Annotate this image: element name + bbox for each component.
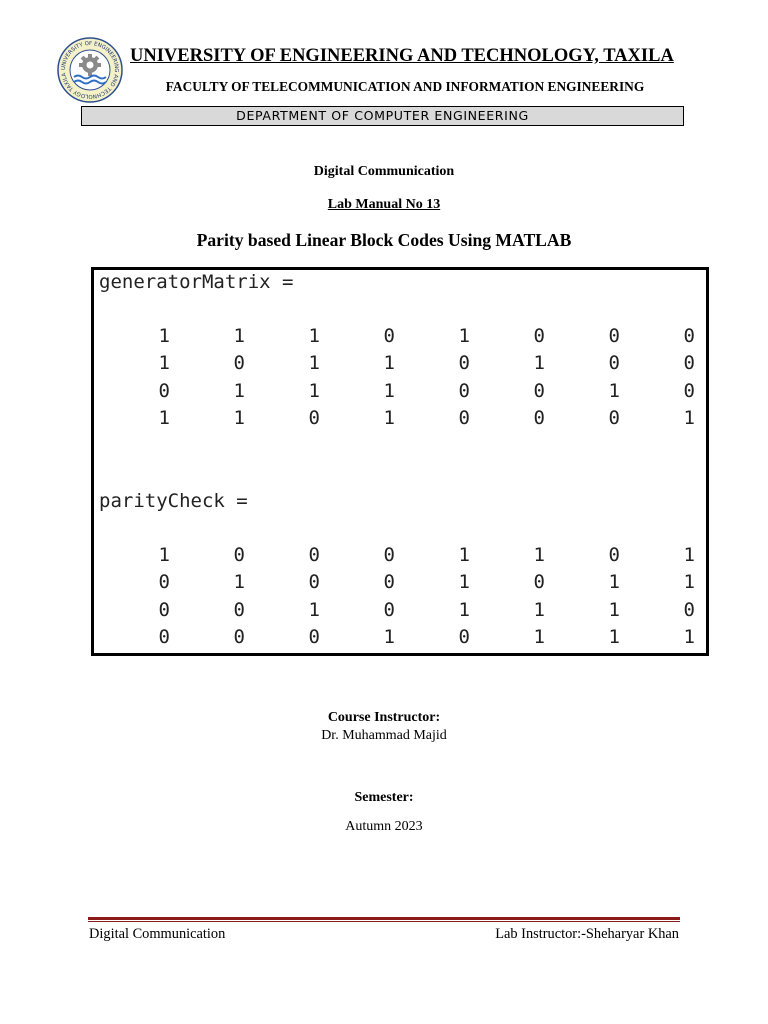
footer-rule-thin bbox=[88, 921, 680, 922]
footer-subject: Digital Communication bbox=[89, 926, 226, 942]
parity-check-label: parityCheck = bbox=[99, 490, 248, 512]
generator-matrix-row bbox=[94, 325, 706, 352]
generator-matrix-cell: 1 bbox=[458, 325, 470, 347]
generator-matrix-cell: 1 bbox=[608, 379, 620, 402]
parity-check-matrix-row bbox=[94, 626, 706, 653]
parity-check-matrix-cell: 0 bbox=[533, 571, 545, 594]
logo-ring-text: UNIVERSITY OF ENGINEERING AND TECHNOLOGY TAXILA bbox=[60, 40, 120, 100]
parity-check-matrix-cell: 0 bbox=[233, 598, 245, 621]
generator-matrix-cell: 0 bbox=[608, 325, 620, 347]
parity-check-matrix-cell: 0 bbox=[608, 544, 620, 566]
generator-matrix-cell: 1 bbox=[233, 379, 245, 402]
matlab-output-screenshot bbox=[91, 267, 709, 656]
generator-matrix-cell: 0 bbox=[158, 379, 170, 402]
parity-check-matrix-cell: 0 bbox=[158, 571, 170, 594]
parity-check-matrix-cell: 1 bbox=[533, 625, 545, 648]
generator-matrix-cell: 0 bbox=[458, 406, 470, 429]
parity-check-matrix bbox=[94, 544, 706, 653]
parity-check-matrix-cell: 0 bbox=[308, 571, 320, 594]
semester-value: Autumn 2023 bbox=[345, 819, 423, 834]
parity-check-matrix-cell: 1 bbox=[383, 625, 395, 648]
generator-matrix-cell: 0 bbox=[308, 406, 320, 429]
generator-matrix-label: generatorMatrix = bbox=[99, 271, 294, 293]
semester-label: Semester: bbox=[354, 790, 414, 805]
parity-check-matrix-cell: 1 bbox=[533, 598, 545, 621]
parity-check-matrix-cell: 0 bbox=[383, 544, 395, 566]
generator-matrix-cell: 0 bbox=[458, 352, 470, 375]
parity-check-matrix-row bbox=[94, 599, 706, 626]
generator-matrix-cell: 0 bbox=[683, 379, 695, 402]
faculty-title: FACULTY OF TELECOMMUNICATION AND INFORMATION ENGINEERING bbox=[165, 79, 645, 94]
generator-matrix-cell: 1 bbox=[383, 352, 395, 375]
course-subject: Digital Communication bbox=[313, 164, 455, 179]
generator-matrix bbox=[94, 325, 706, 434]
generator-matrix-cell: 1 bbox=[533, 352, 545, 375]
generator-matrix-cell: 1 bbox=[158, 325, 170, 347]
parity-check-matrix-cell: 1 bbox=[683, 625, 695, 648]
parity-check-matrix-cell: 0 bbox=[383, 598, 395, 621]
generator-matrix-cell: 0 bbox=[533, 325, 545, 347]
generator-matrix-row bbox=[94, 352, 706, 379]
generator-matrix-cell: 1 bbox=[158, 406, 170, 429]
parity-check-matrix-cell: 1 bbox=[683, 571, 695, 594]
generator-matrix-cell: 0 bbox=[683, 352, 695, 375]
generator-matrix-cell: 1 bbox=[383, 379, 395, 402]
parity-check-matrix-cell: 0 bbox=[308, 625, 320, 648]
generator-matrix-row bbox=[94, 407, 706, 434]
generator-matrix-cell: 0 bbox=[233, 352, 245, 375]
footer-lab-instructor: Lab Instructor:-Sheharyar Khan bbox=[495, 926, 679, 942]
parity-check-matrix-cell: 0 bbox=[158, 625, 170, 648]
lab-title: Parity based Linear Block Codes Using MATLAB bbox=[196, 230, 572, 250]
parity-check-matrix-cell: 1 bbox=[608, 625, 620, 648]
generator-matrix-row bbox=[94, 380, 706, 407]
university-logo bbox=[57, 37, 123, 103]
university-title: UNIVERSITY OF ENGINEERING AND TECHNOLOGY, TAXILA bbox=[130, 46, 674, 66]
department-bar: DEPARTMENT OF COMPUTER ENGINEERING bbox=[81, 106, 684, 126]
generator-matrix-cell: 1 bbox=[233, 325, 245, 347]
generator-matrix-cell: 0 bbox=[608, 352, 620, 375]
lab-manual-number bbox=[0, 197, 768, 213]
generator-matrix-cell: 1 bbox=[383, 406, 395, 429]
generator-matrix-cell: 0 bbox=[533, 406, 545, 429]
lab-manual-label: Lab Manual No 13 bbox=[327, 197, 441, 212]
parity-check-matrix-cell: 1 bbox=[533, 544, 545, 566]
parity-check-matrix-cell: 1 bbox=[608, 571, 620, 594]
parity-check-matrix-cell: 0 bbox=[308, 544, 320, 566]
parity-check-matrix-cell: 1 bbox=[458, 571, 470, 594]
generator-matrix-cell: 1 bbox=[158, 352, 170, 375]
parity-check-matrix-cell: 1 bbox=[458, 544, 470, 566]
generator-matrix-cell: 0 bbox=[458, 379, 470, 402]
generator-matrix-cell: 1 bbox=[233, 406, 245, 429]
generator-matrix-cell: 0 bbox=[683, 325, 695, 347]
parity-check-matrix-row bbox=[94, 571, 706, 598]
generator-matrix-cell: 0 bbox=[383, 325, 395, 347]
parity-check-matrix-cell: 0 bbox=[233, 625, 245, 648]
parity-check-matrix-cell: 1 bbox=[608, 598, 620, 621]
generator-matrix-cell: 1 bbox=[683, 406, 695, 429]
parity-check-matrix-cell: 0 bbox=[383, 571, 395, 594]
footer-rule-thick bbox=[88, 917, 680, 920]
parity-check-matrix-cell: 1 bbox=[308, 598, 320, 621]
instructor-name: Dr. Muhammad Majid bbox=[321, 728, 447, 743]
generator-matrix-cell: 0 bbox=[608, 406, 620, 429]
parity-check-matrix-row bbox=[94, 544, 706, 571]
parity-check-matrix-cell: 0 bbox=[683, 598, 695, 621]
parity-check-matrix-cell: 1 bbox=[233, 571, 245, 594]
generator-matrix-cell: 1 bbox=[308, 352, 320, 375]
parity-check-matrix-cell: 0 bbox=[458, 625, 470, 648]
parity-check-matrix-cell: 1 bbox=[458, 598, 470, 621]
generator-matrix-cell: 0 bbox=[533, 379, 545, 402]
instructor-label: Course Instructor: bbox=[327, 710, 441, 725]
parity-check-matrix-cell: 1 bbox=[683, 544, 695, 566]
parity-check-matrix-cell: 0 bbox=[158, 598, 170, 621]
parity-check-matrix-cell: 1 bbox=[158, 544, 170, 566]
parity-check-matrix-cell: 0 bbox=[233, 544, 245, 566]
generator-matrix-cell: 1 bbox=[308, 325, 320, 347]
generator-matrix-cell: 1 bbox=[308, 379, 320, 402]
